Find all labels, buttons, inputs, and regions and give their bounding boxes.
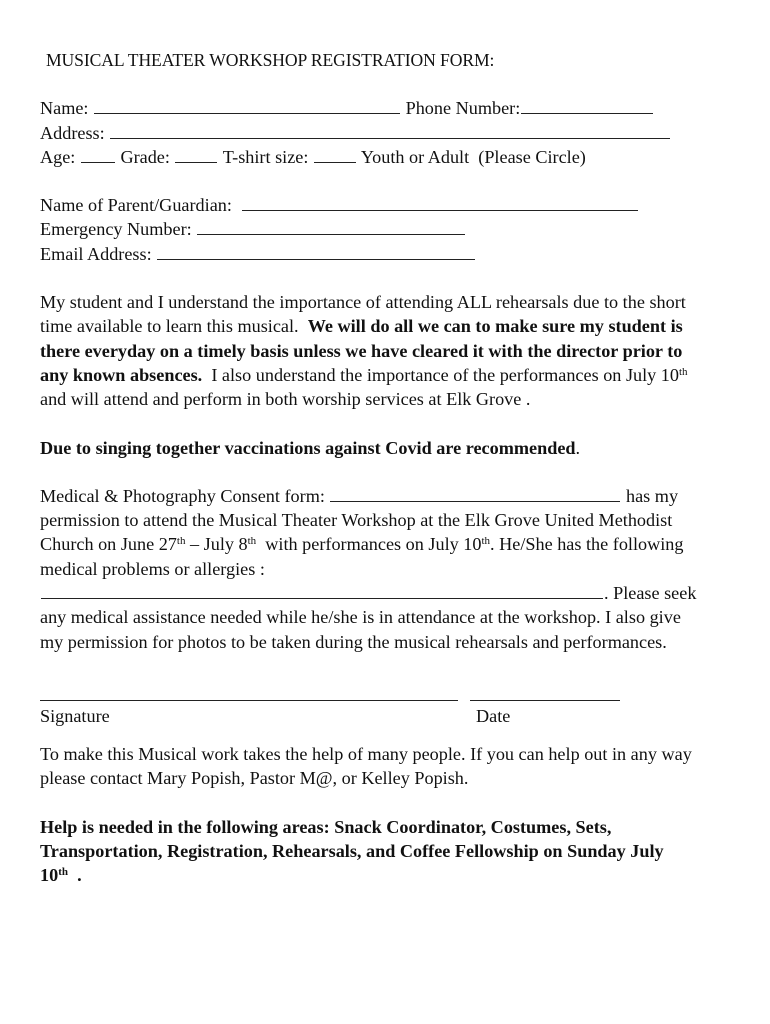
grade-field[interactable] <box>175 147 217 163</box>
grade-label: Grade: <box>120 146 170 167</box>
superscript-th: th <box>176 535 186 548</box>
superscript-th: th <box>247 535 257 548</box>
email-row <box>40 242 710 266</box>
age-field[interactable] <box>81 147 115 163</box>
tshirt-label: T-shirt size: <box>222 146 309 167</box>
tshirt-field[interactable] <box>314 147 356 163</box>
date-field[interactable] <box>470 678 620 701</box>
emergency-field[interactable] <box>197 219 465 235</box>
agreement-paragraph <box>40 290 708 411</box>
consent-label: Medical & Photography Consent form: <box>40 485 325 506</box>
help-areas-end: . <box>77 865 82 886</box>
circle-note: (Please Circle) <box>478 146 586 167</box>
size-options[interactable]: Youth or Adult <box>360 146 470 167</box>
address-row <box>40 121 710 145</box>
superscript-th: th <box>481 535 491 548</box>
agreement-performances-end: and will attend and perform in both worship services at Elk Grove . <box>40 389 531 410</box>
consent-text: has my permission to attend the Musical Theater Workshop at the Elk Grove United Methodist Church on June 27 <box>40 485 679 555</box>
signature-row <box>40 678 710 728</box>
age-grade-row <box>40 145 710 169</box>
signature-field[interactable] <box>40 678 458 701</box>
date-label: Date <box>476 705 511 726</box>
name-label: Name: <box>40 98 89 119</box>
emergency-label: Emergency Number: <box>40 219 192 240</box>
address-field[interactable] <box>110 123 670 139</box>
consent-medical-prompt: . He/She has the following medical problems or allergies : <box>40 534 684 579</box>
name-phone-row <box>40 96 710 120</box>
help-areas-paragraph <box>40 815 708 888</box>
address-label: Address: <box>40 122 105 143</box>
consent-student-field[interactable] <box>330 486 620 502</box>
help-contact-paragraph: To make this Musical work takes the help of many people. If you can help out in any way please contact Mary Popish, Pastor M@, or Kelley Popish. <box>40 743 692 789</box>
consent-end-date: – July 8 <box>190 534 248 555</box>
form-title: MUSICAL THEATER WORKSHOP REGISTRATION FORM: <box>46 50 495 70</box>
consent-permission-text: seek any medical assistance needed while he/she is in attendance at the workshop. I also give my permission for photos to be taken during the musical rehearsals and performances. <box>40 583 697 652</box>
age-label: Age: <box>40 146 76 167</box>
covid-notice-row: Due to singing together vaccinations against Covid are recommended. <box>40 437 581 458</box>
medical-problems-field[interactable] <box>41 583 603 599</box>
consent-performance-date: with performances on July 10 <box>265 534 482 555</box>
name-field[interactable] <box>94 98 400 114</box>
phone-label: Phone Number: <box>405 98 521 119</box>
parent-row <box>40 193 710 217</box>
email-label: Email Address: <box>40 243 152 264</box>
superscript-th: th <box>58 866 68 879</box>
covid-notice: Due to singing together vaccinations against Covid are recommended <box>40 437 576 458</box>
parent-label: Name of Parent/Guardian: <box>40 195 232 216</box>
signature-label: Signature <box>40 705 110 726</box>
email-field[interactable] <box>157 244 475 260</box>
agreement-performances: I also understand the importance of the performances on July 10 <box>211 364 679 385</box>
consent-paragraph <box>40 484 708 654</box>
help-areas: Help is needed in the following areas: Snack Coordinator, Costumes, Sets, Transportation, Registration, Rehearsals, and Coffee Fellowship on Sunday July 10 <box>40 816 664 886</box>
agreement-intro: My student and I understand the importance of attending ALL rehearsals due to the short time available to learn this musical. <box>40 292 686 337</box>
registration-form-page <box>40 48 710 887</box>
emergency-row <box>40 217 710 241</box>
parent-field[interactable] <box>242 195 638 211</box>
phone-field[interactable] <box>521 98 653 114</box>
agreement-commitment: We will do all we can to make sure my student is there everyday on a timely basis unless we have cleared it with the director prior to any known absences. <box>40 316 683 385</box>
superscript-th: th <box>679 365 688 378</box>
consent-please: . Please <box>604 583 660 604</box>
